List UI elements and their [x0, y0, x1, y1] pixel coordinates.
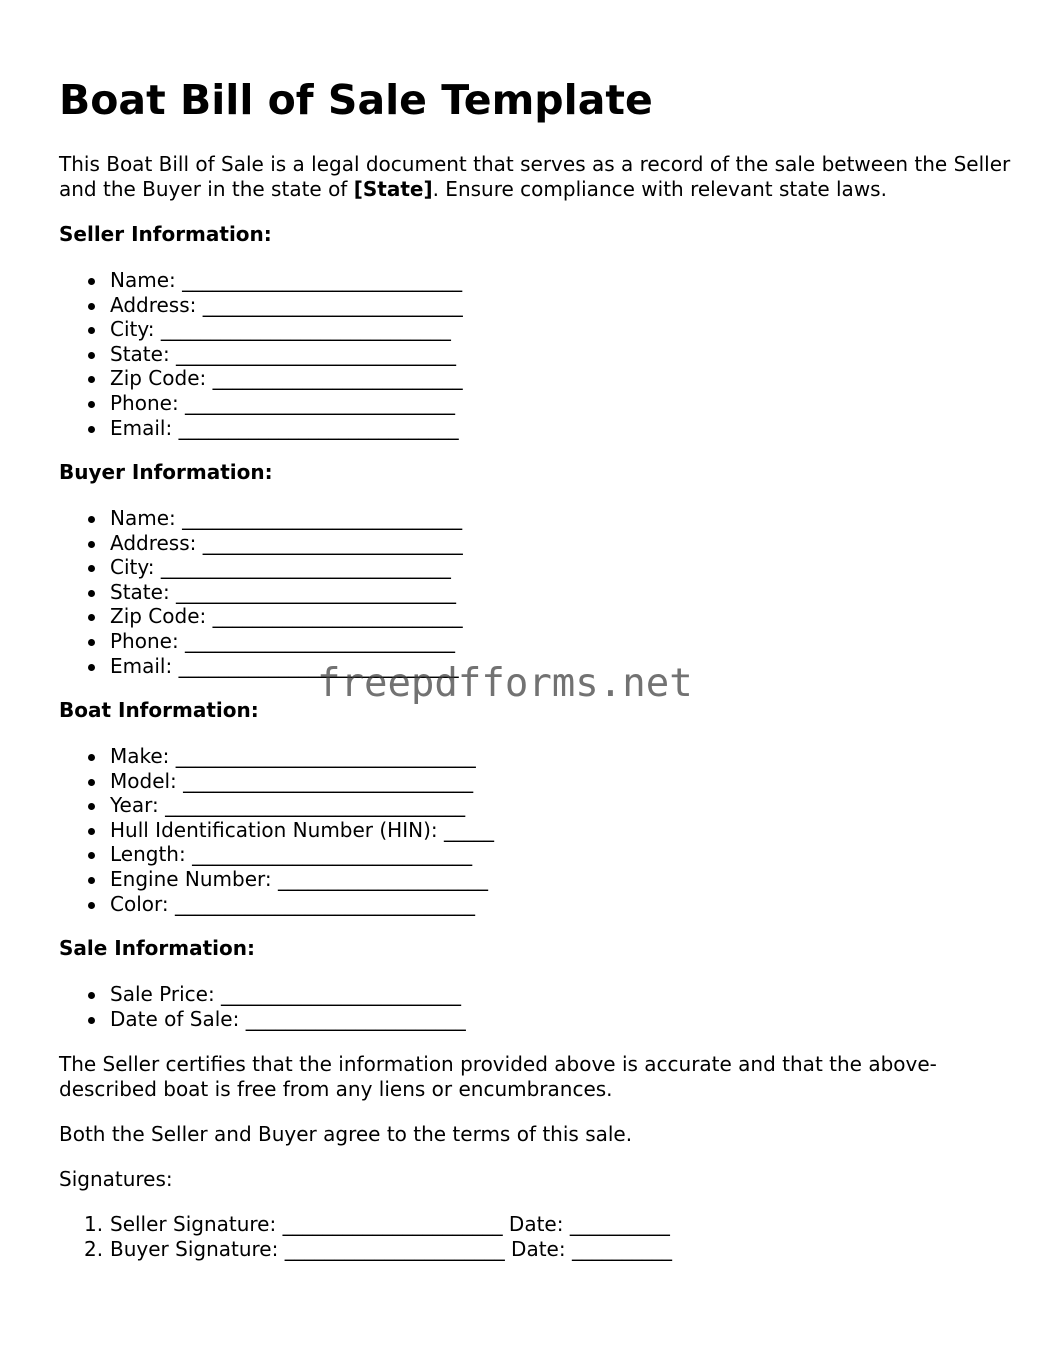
boat-make-field: Make: ______________________________ — [59, 744, 494, 769]
seller-name-field: Name: ____________________________ — [59, 268, 463, 293]
buyer-state-field: State: ____________________________ — [59, 580, 463, 605]
seller-zip-field: Zip Code: _________________________ — [59, 366, 463, 391]
buyer-heading: Buyer Information: — [59, 460, 273, 484]
seller-address-field: Address: __________________________ — [59, 293, 463, 318]
state-placeholder: [State] — [353, 176, 433, 201]
seller-phone-field: Phone: ___________________________ — [59, 391, 463, 416]
buyer-name-field: Name: ____________________________ — [59, 506, 463, 531]
buyer-city-field: City: _____________________________ — [59, 555, 463, 580]
boat-model-field: Model: _____________________________ — [59, 769, 494, 794]
sale-date-field: Date of Sale: ______________________ — [59, 1007, 466, 1032]
buyer-signature-line: 2. Buyer Signature: ______________________ Date: __________ — [84, 1236, 672, 1261]
watermark: freepdfforms.net — [317, 661, 693, 706]
seller-signature-line: 1. Seller Signature: ______________________ Date: __________ — [84, 1212, 670, 1236]
intro-paragraph — [59, 152, 1019, 201]
sale-heading: Sale Information: — [59, 936, 255, 960]
boat-year-field: Year: ______________________________ — [59, 793, 494, 818]
seller-city-field: City: _____________________________ — [59, 317, 463, 342]
seller-email-field: Email: ____________________________ — [59, 416, 463, 441]
certification-paragraph: The Seller certifies that the information provided above is accurate and that the above-described boat is free from any liens or encumbrances. — [59, 1052, 937, 1101]
buyer-address-field: Address: __________________________ — [59, 531, 463, 556]
intro-text: This Boat Bill of Sale is a legal document that serves as a record of the sale between the Seller and the Buyer in the state of — [59, 152, 1011, 201]
document-title: Boat Bill of Sale Template — [59, 76, 653, 124]
agreement-paragraph: Both the Seller and Buyer agree to the terms of this sale. — [59, 1122, 633, 1146]
boat-fields — [59, 744, 494, 916]
intro-text-end: . Ensure compliance with relevant state laws. — [432, 176, 887, 201]
signatures-heading: Signatures: — [59, 1167, 173, 1191]
boat-hin-field: Hull Identification Number (HIN): _____ — [59, 818, 494, 843]
sale-price-field: Sale Price: ________________________ — [59, 982, 466, 1007]
buyer-email-field: Email: ____________________________ — [59, 654, 463, 679]
boat-heading: Boat Information: — [59, 698, 259, 722]
seller-heading: Seller Information: — [59, 222, 272, 246]
buyer-fields — [59, 506, 463, 678]
seller-state-field: State: ____________________________ — [59, 342, 463, 367]
buyer-zip-field: Zip Code: _________________________ — [59, 604, 463, 629]
buyer-phone-field: Phone: ___________________________ — [59, 629, 463, 654]
boat-length-field: Length: ____________________________ — [59, 842, 494, 867]
signature-list — [59, 1212, 672, 1261]
seller-fields — [59, 268, 463, 440]
boat-color-field: Color: ______________________________ — [59, 892, 494, 917]
boat-engine-number-field: Engine Number: _____________________ — [59, 867, 494, 892]
sale-fields — [59, 982, 466, 1031]
